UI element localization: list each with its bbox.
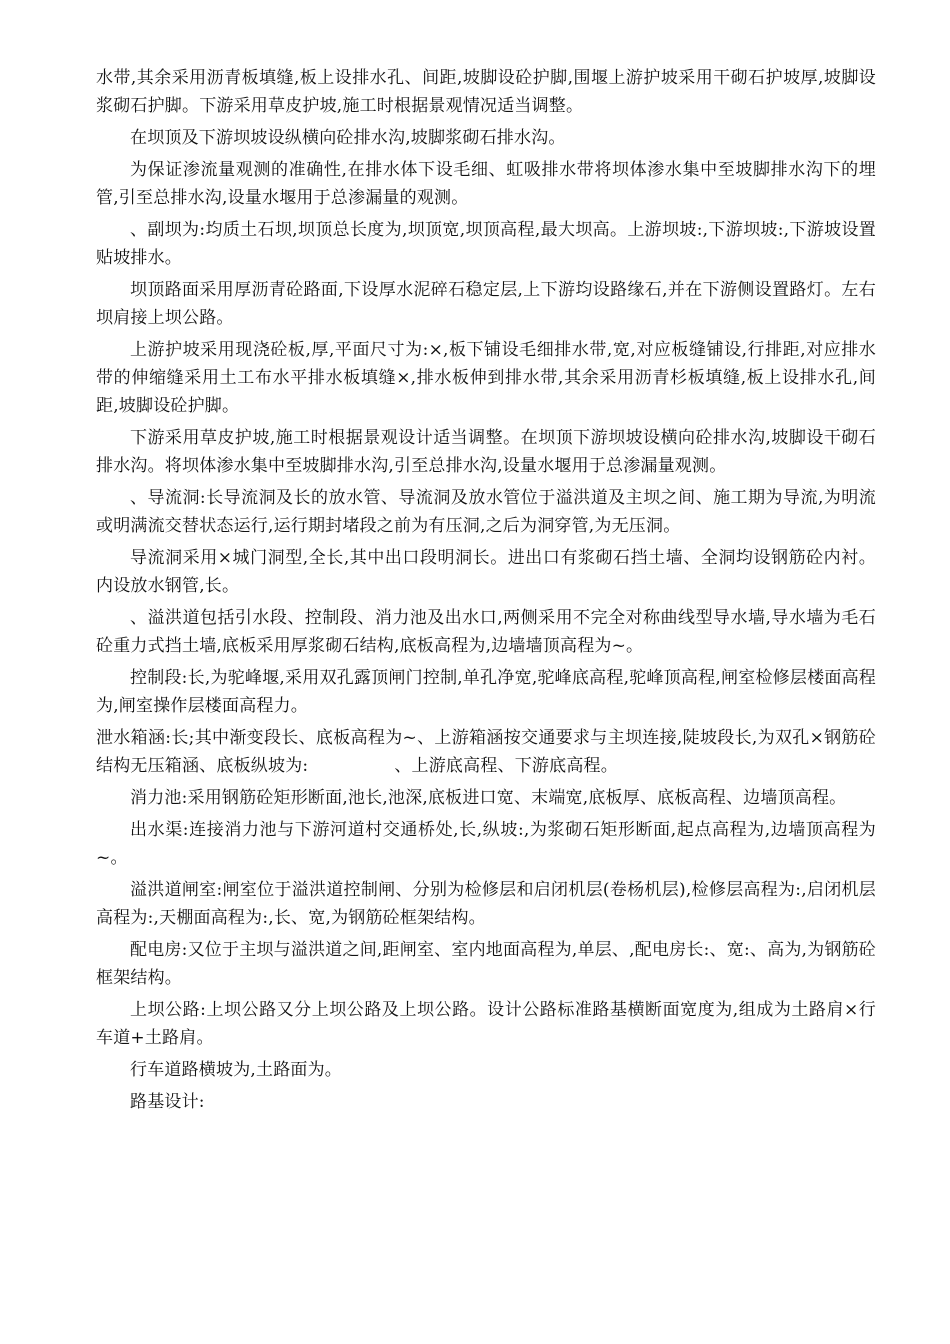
paragraph-7: 下游采用草皮护坡,施工时根据景观设计适当调整。在坝顶下游坝坡设横向砼排水沟,坡脚设干砌石排水沟。将坝体渗水集中至坡脚排水沟,引至总排水沟,设量水堰用于总渗漏量观测。 [96,428,876,476]
paragraph-4: 、副坝为:均质土石坝,坝顶总长度为,坝顶宽,坝顶高程,最大坝高。上游坝坡:,下游坝坡:,下游坡设置贴坡排水。 [96,220,876,268]
paragraph-10: 、溢洪道包括引水段、控制段、消力池及出水口,两侧采用不完全对称曲线型导水墙,导水墙为毛石砼重力式挡土墙,底板采用厚浆砌石结构,底板高程为,边墙墙顶高程为~。 [96,608,876,656]
paragraph-19: 路基设计: [130,1092,205,1112]
paragraph-12: 泄水箱涵:长;其中渐变段长、底板高程为~、上游箱涵按交通要求与主坝连接,陡坡段长,为双孔×钢筋砼结构无压箱涵、底板纵坡为: 、上游底高程、下游底高程。 [96,728,876,776]
paragraph-11: 控制段:长,为驼峰堰,采用双孔露顶闸门控制,单孔净宽,驼峰底高程,驼峰顶高程,闸室检修层楼面高程为,闸室操作层楼面高程力。 [96,668,876,716]
paragraph-1: 水带,其余采用沥青板填缝,板上设排水孔、间距,坡脚设砼护脚,围堰上游护坡采用干砌石护坡厚,坡脚设浆砌石护脚。下游采用草皮护坡,施工时根据景观情况适当调整。 [96,68,876,116]
paragraph-14: 出水渠:连接消力池与下游河道村交通桥处,长,纵坡:,为浆砌石矩形断面,起点高程为,边墙顶高程为~。 [96,820,876,868]
paragraph-16: 配电房:又位于主坝与溢洪道之间,距闸室、室内地面高程为,单层、,配电房长:、宽:、高为,为钢筋砼框架结构。 [96,940,876,988]
paragraph-5: 坝顶路面采用厚沥青砼路面,下设厚水泥碎石稳定层,上下游均设路缘石,并在下游侧设置路灯。左右坝肩接上坝公路。 [96,280,876,328]
paragraph-15: 溢洪道闸室:闸室位于溢洪道控制闸、分别为检修层和启闭机层(卷杨机层),检修层高程为:,启闭机层高程为:,天棚面高程为:,长、宽,为钢筋砼框架结构。 [96,880,876,928]
paragraph-8: 、导流洞:长导流洞及长的放水管、导流洞及放水管位于溢洪道及主坝之间、施工期为导流,为明流或明满流交替状态运行,运行期封堵段之前为有压洞,之后为洞穿管,为无压洞。 [96,488,876,536]
paragraph-9: 导流洞采用×城门洞型,全长,其中出口段明洞长。进出口有浆砌石挡土墙、全洞均设钢筋砼内衬。内设放水钢管,长。 [96,548,876,596]
paragraph-17: 上坝公路:上坝公路又分上坝公路及上坝公路。设计公路标准路基横断面宽度为,组成为土路肩×行车道+土路肩。 [96,1000,876,1048]
paragraph-2: 在坝顶及下游坝坡设纵横向砼排水沟,坡脚浆砌石排水沟。 [130,128,566,148]
paragraph-18: 行车道路横坡为,土路面为。 [130,1060,343,1080]
paragraph-3: 为保证渗流量观测的准确性,在排水体下设毛细、虹吸排水带将坝体渗水集中至坡脚排水沟下的埋管,引至总排水沟,设量水堰用于总渗漏量的观测。 [96,160,876,208]
paragraph-13: 消力池:采用钢筋砼矩形断面,池长,池深,底板进口宽、末端宽,底板厚、底板高程、边墙顶高程。 [130,788,847,808]
paragraph-6: 上游护坡采用现浇砼板,厚,平面尺寸为:×,板下铺设毛细排水带,宽,对应板缝铺设,行排距,对应排水带的伸缩缝采用土工布水平排水板填缝×,排水板伸到排水带,其余采用沥青杉板填缝,板上设排水孔,间距,坡脚设砼护脚。 [96,340,876,416]
document-page [96,64,876,1116]
